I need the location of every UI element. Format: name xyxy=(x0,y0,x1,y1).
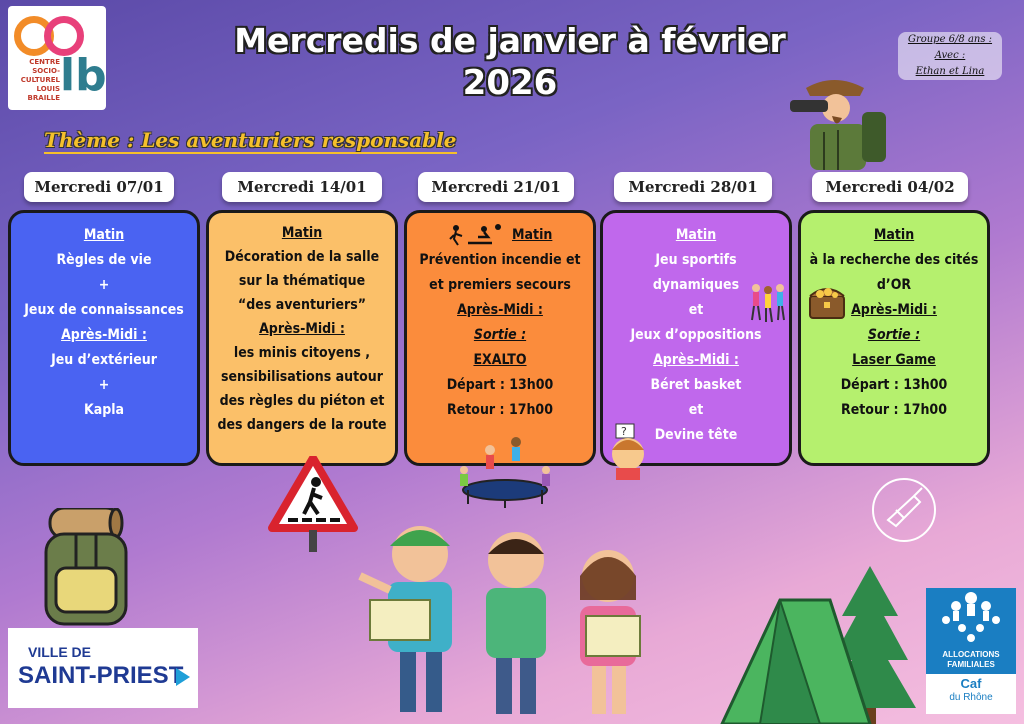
caf-name: Caf xyxy=(960,676,982,691)
day-label-4: Mercredi 28/01 xyxy=(614,172,772,202)
card-line: Prévention incendie et xyxy=(419,252,581,268)
card-line: et xyxy=(688,302,704,318)
day-card-5 xyxy=(798,210,990,466)
saint-priest-top: VILLE DE xyxy=(28,644,92,660)
card-line-icons xyxy=(413,223,587,248)
card-line: sensibilisations autour xyxy=(221,369,383,385)
card-line: Matin xyxy=(512,227,553,243)
card-line: Laser Game xyxy=(852,352,936,368)
saint-priest-logo xyxy=(8,628,198,708)
day-label-2: Mercredi 14/01 xyxy=(222,172,382,202)
card-line: des dangers de la route xyxy=(217,417,387,433)
day-card-3 xyxy=(404,210,596,466)
card-line: Après-Midi : xyxy=(259,321,345,337)
day-label-5: Mercredi 04/02 xyxy=(812,172,968,202)
card-line: Matin xyxy=(281,225,323,241)
caf-logo xyxy=(926,588,1016,714)
card-line: Béret basket xyxy=(650,377,742,393)
card-line: “des aventuriers” xyxy=(238,297,366,313)
card-line: Matin xyxy=(83,227,125,243)
card-line: Sortie : xyxy=(867,327,921,343)
caf-top-text: ALLOCATIONS FAMILIALES xyxy=(942,650,1000,669)
caf-people-icon xyxy=(926,588,1016,648)
card-line: sur la thématique xyxy=(238,273,366,289)
sports-kids-icon xyxy=(748,282,788,324)
card-line: et premiers secours xyxy=(429,277,571,293)
group-with: Avec : xyxy=(934,50,966,61)
treasure-chest-icon xyxy=(806,282,848,322)
group-info xyxy=(898,32,1002,80)
card-line: et xyxy=(688,402,704,418)
card-line: + xyxy=(98,377,110,393)
card-line: Matin xyxy=(675,227,717,243)
card-line: Règles de vie xyxy=(56,252,152,268)
card-line: Après-Midi : xyxy=(851,302,937,318)
thinking-girl-icon xyxy=(604,422,654,480)
trampoline-icon xyxy=(450,432,560,508)
svg-text:?: ? xyxy=(621,425,627,438)
card-line: dynamiques xyxy=(652,277,740,293)
card-line: les minis citoyens , xyxy=(233,345,371,361)
card-line: EXALTO xyxy=(473,352,527,368)
caf-region: du Rhône xyxy=(949,692,993,703)
day-card-2 xyxy=(206,210,398,466)
card-line: à la recherche des cités xyxy=(809,252,979,268)
card-line: Matin xyxy=(873,227,915,243)
logo-text: CENTRE SOCIO-CULTUREL LOUIS BRAILLE xyxy=(20,58,60,102)
kids-explorers-illustration xyxy=(340,520,670,724)
card-line: Jeu sportifs xyxy=(655,252,737,268)
card-line: + xyxy=(98,277,110,293)
card-line: Départ : 13h00 xyxy=(840,377,948,393)
play-arrow-icon xyxy=(176,668,190,686)
card-line: Jeux de connaissances xyxy=(24,302,184,318)
day-card-1 xyxy=(8,210,200,466)
tent-illustration xyxy=(720,560,920,724)
card-line: Devine tête xyxy=(654,427,738,443)
csc-logo xyxy=(8,6,106,110)
title-line-2: 2026 xyxy=(462,63,558,103)
day-label-1: Mercredi 07/01 xyxy=(24,172,174,202)
card-line: Jeux d’oppositions xyxy=(630,327,762,343)
card-line: Après-Midi : xyxy=(457,302,543,318)
card-line: Décoration de la salle xyxy=(224,249,380,265)
page-title xyxy=(200,20,820,104)
backpack-illustration xyxy=(36,508,136,628)
rescue-icon xyxy=(448,223,508,247)
theme-heading: Thème : Les aventuriers responsable xyxy=(44,128,457,152)
card-line: des règles du piéton et xyxy=(219,393,385,409)
card-line: Sortie : xyxy=(473,327,527,343)
logo-letters: lb xyxy=(60,50,107,101)
card-line: Retour : 17h00 xyxy=(447,402,553,418)
card-line: Départ : 13h00 xyxy=(446,377,554,393)
card-line: d’OR xyxy=(876,277,912,293)
card-line: Après-Midi : xyxy=(653,352,739,368)
saint-priest-name: SAINT-PRIEST xyxy=(18,662,184,689)
laser-gun-icon xyxy=(872,478,936,542)
group-leaders: Ethan et Lina xyxy=(915,66,985,77)
card-line: Retour : 17h00 xyxy=(841,402,947,418)
group-age: Groupe 6/8 ans : xyxy=(907,34,993,45)
card-line: Kapla xyxy=(83,402,125,418)
card-line: Jeu d’extérieur xyxy=(51,352,157,368)
title-line-1: Mercredis de janvier à février xyxy=(234,21,786,60)
day-label-3: Mercredi 21/01 xyxy=(418,172,574,202)
explorer-binoculars-illustration xyxy=(780,74,890,170)
card-line: Après-Midi : xyxy=(61,327,147,343)
